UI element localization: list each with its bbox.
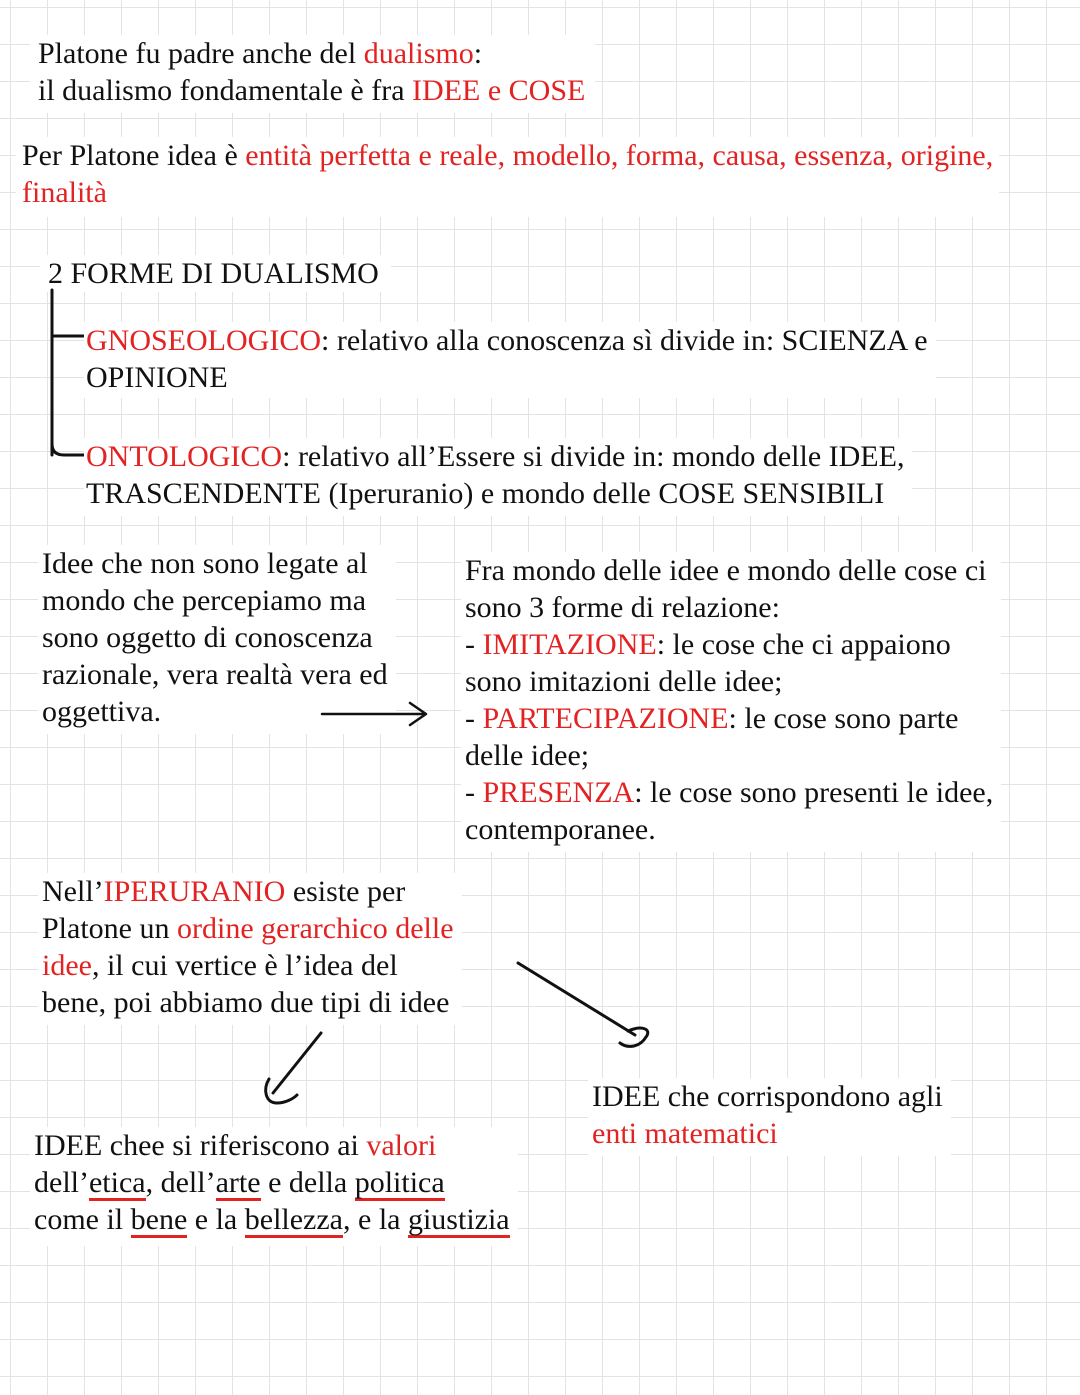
- intro-line-2: il dualismo fondamentale è fra IDEE e COSE: [38, 74, 586, 107]
- bellezza-underline: bellezza: [244, 1203, 343, 1236]
- intro-block: [30, 35, 595, 113]
- idea-definition: Per Platone idea è entità perfetta e reale, modello, forma, causa, essenza, origine, finalità: [16, 137, 999, 217]
- iperuranio-block: Nell’IPERURANIO esiste per Platone un ordine gerarchico delle idee, il cui vertice è l’idea del bene, poi abbiamo due tipi di idee: [38, 873, 462, 1025]
- politica-underline: politica: [354, 1166, 445, 1199]
- idee-matematiche: IDEE che corrispondono agli enti matematici: [588, 1078, 951, 1156]
- idee-valori: IDEE chee si riferiscono ai valori dell’etica, dell’arte e della politica come il bene e la bellezza, e la giustizia: [30, 1127, 518, 1246]
- down-left-arrow-icon: [255, 1025, 335, 1115]
- giustizia-underline: giustizia: [407, 1203, 510, 1236]
- relazioni-block: Fra mondo delle idee e mondo delle cose ci sono 3 forme di relazione: - IMITAZIONE: le cose che ci appaiono sono imitazioni delle idee; - PARTECIPAZIONE: le cose sono parte delle idee; - PRESENZA: le cose sono presenti le idee, contemporanee.: [461, 552, 1001, 852]
- relazione-partecipazione: - PARTECIPAZIONE: le cose sono parte: [465, 702, 959, 735]
- relazione-imitazione: - IMITAZIONE: le cose che ci appaiono: [465, 628, 951, 661]
- idee-cose-keyword: IDEE e COSE: [412, 74, 586, 107]
- dualismo-keyword: dualismo: [363, 37, 474, 70]
- valori-keyword: valori: [366, 1129, 437, 1162]
- ontologico-item: ONTOLOGICO: relativo all’Essere si divide in: mondo delle IDEE, TRASCENDENTE (Iperuranio) e mondo delle COSE SENSIBILI: [84, 438, 912, 516]
- down-right-arrow-icon: [510, 955, 660, 1055]
- arte-underline: arte: [215, 1166, 261, 1199]
- bene-underline: bene: [130, 1203, 188, 1236]
- intro-line-1: Platone fu padre anche del dualismo:: [38, 37, 483, 70]
- idee-description: Idee che non sono legate al mondo che percepiamo ma sono oggetto di conoscenza razionale, vera realtà vera ed oggettiva.: [38, 545, 396, 734]
- etica-underline: etica: [88, 1166, 146, 1199]
- gnoseologico-item: GNOSEOLOGICO: relativo alla conoscenza sì divide in: SCIENZA e OPINIONE: [84, 322, 936, 398]
- gnoseologico-term: GNOSEOLOGICO: [86, 324, 321, 357]
- iperuranio-keyword: IPERURANIO: [103, 875, 286, 908]
- bracket-icon: [40, 288, 80, 468]
- ontologico-term: ONTOLOGICO: [86, 440, 283, 473]
- relazione-presenza: - PRESENZA: le cose sono presenti le idee,: [465, 776, 994, 809]
- forme-title: 2 FORME DI DUALISMO: [40, 255, 391, 292]
- right-arrow-icon: [320, 700, 432, 728]
